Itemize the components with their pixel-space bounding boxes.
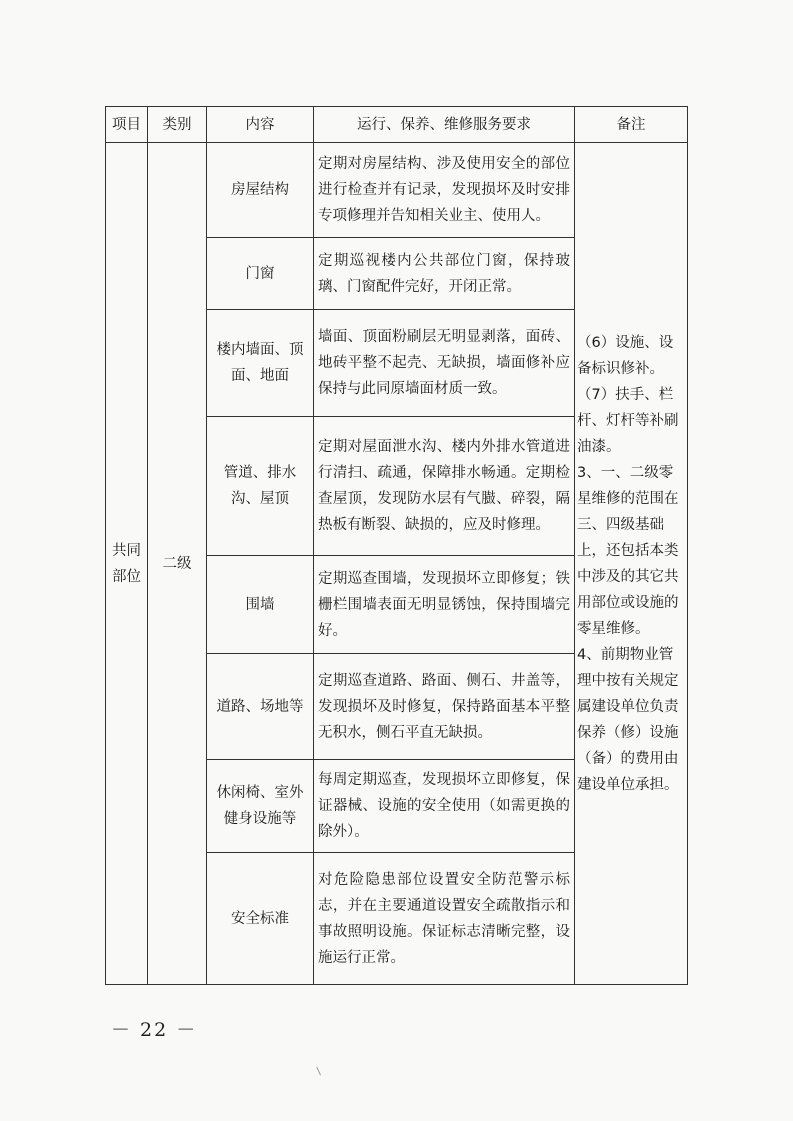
header-category: 类别 — [148, 107, 207, 143]
content-cell: 房屋结构 — [207, 143, 314, 238]
header-content: 内容 — [207, 107, 314, 143]
header-requirements: 运行、保养、维修服务要求 — [314, 107, 575, 143]
service-standards-table — [105, 106, 688, 985]
requirement-cell: 定期对屋面泄水沟、楼内外排水管道进行清扫、疏通，保障排水畅通。定期检查屋顶，发现防水层有气臌、碎裂，隔热板有断裂、缺损的，应及时修理。 — [314, 417, 575, 556]
requirement-cell: 每周定期巡查，发现损坏立即修复，保证器械、设施的安全使用（如需更换的除外）。 — [314, 760, 575, 853]
content-cell: 休闲椅、室外健身设施等 — [207, 760, 314, 853]
item-cell: 共同 部位 — [106, 143, 148, 985]
requirement-cell: 定期巡视楼内公共部位门窗，保持玻璃、门窗配件完好，开闭正常。 — [314, 238, 575, 310]
content-cell: 围墙 — [207, 556, 314, 654]
content-cell: 道路、场地等 — [207, 654, 314, 760]
stray-pen-mark — [316, 1066, 323, 1076]
requirement-cell: 对危险隐患部位设置安全防范警示标志，并在主要通道设置安全疏散指示和事故照明设施。保证标志清晰完整，设施运行正常。 — [314, 853, 575, 985]
content-cell: 安全标准 — [207, 853, 314, 985]
table-header-row — [106, 107, 688, 143]
page-number: － 22 － — [111, 1019, 198, 1041]
requirement-cell: 墙面、顶面粉刷层无明显剥落，面砖、地砖平整不起壳、无缺损，墙面修补应保持与此同原墙面材质一致。 — [314, 310, 575, 417]
table-row — [106, 143, 688, 238]
remarks-cell: （6）设施、设备标识修补。 （7）扶手、栏杆、灯杆等补刷油漆。 3、一、二级零星维修的范围在三、四级基础上，还包括本类中涉及的其它共用部位或设施的零星维修。 4、前期物业管理中按有关规定属建设单位负责保养（修）设施（备）的费用由建设单位承担。 — [575, 143, 688, 985]
requirement-cell: 定期对房屋结构、涉及使用安全的部位进行检查并有记录，发现损坏及时安排专项修理并告知相关业主、使用人。 — [314, 143, 575, 238]
content-cell: 门窗 — [207, 238, 314, 310]
requirement-cell: 定期巡查围墙，发现损坏立即修复；铁栅栏围墙表面无明显锈蚀，保持围墙完好。 — [314, 556, 575, 654]
header-item: 项目 — [106, 107, 148, 143]
header-remarks: 备注 — [575, 107, 688, 143]
requirement-cell: 定期巡查道路、路面、侧石、井盖等，发现损坏及时修复，保持路面基本平整无积水，侧石平直无缺损。 — [314, 654, 575, 760]
category-cell: 二级 — [148, 143, 207, 985]
content-cell: 楼内墙面、顶面、地面 — [207, 310, 314, 417]
content-cell: 管道、排水沟、屋顶 — [207, 417, 314, 556]
